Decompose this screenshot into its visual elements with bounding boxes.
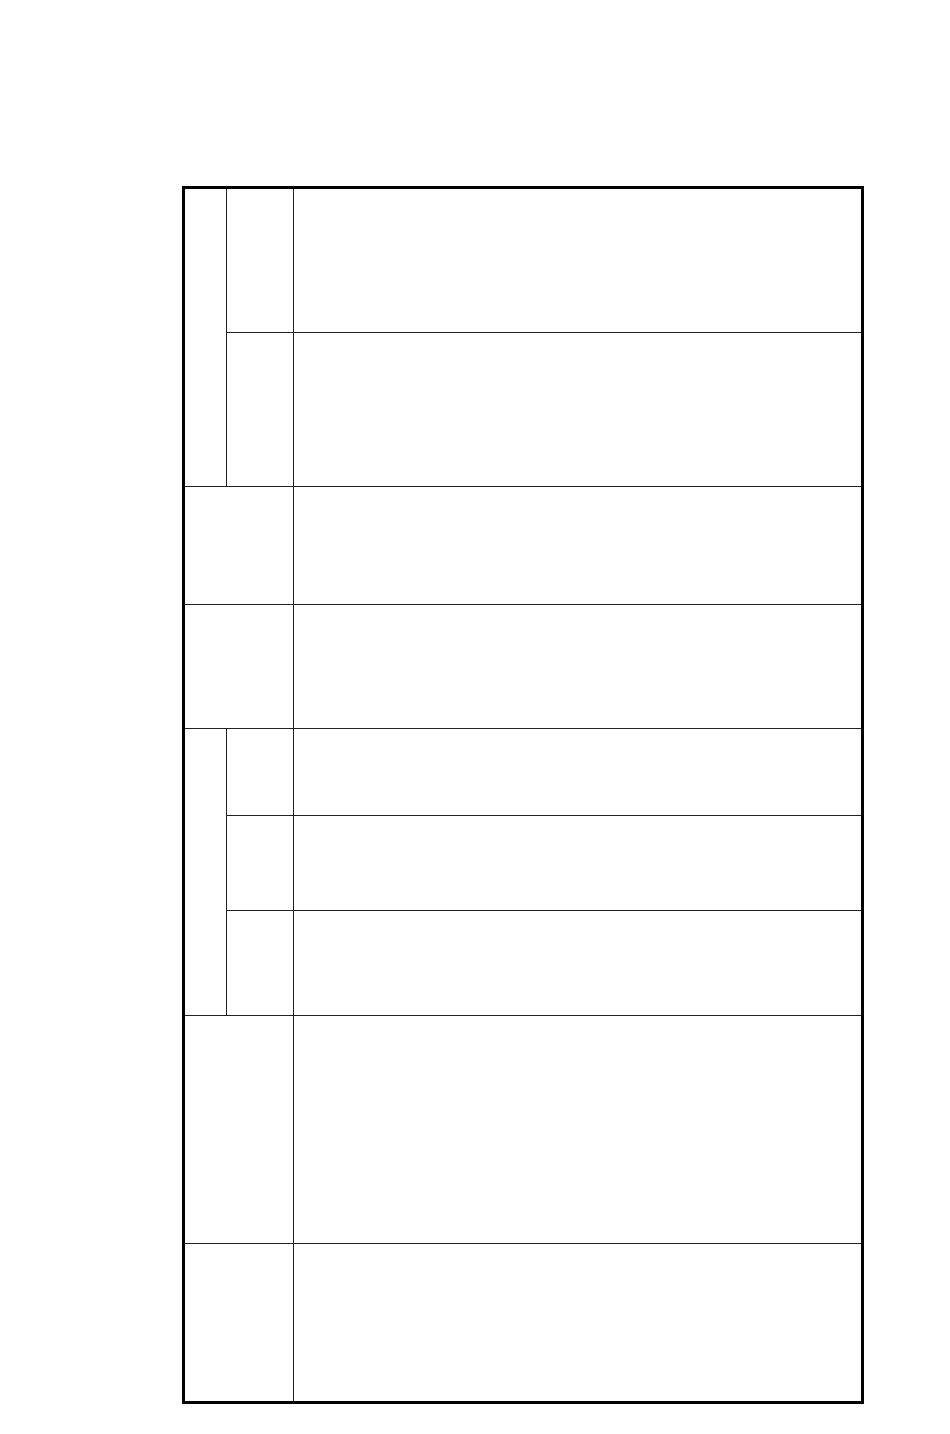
rotated-table-page bbox=[58, 178, 878, 1408]
population-table bbox=[182, 186, 864, 1404]
